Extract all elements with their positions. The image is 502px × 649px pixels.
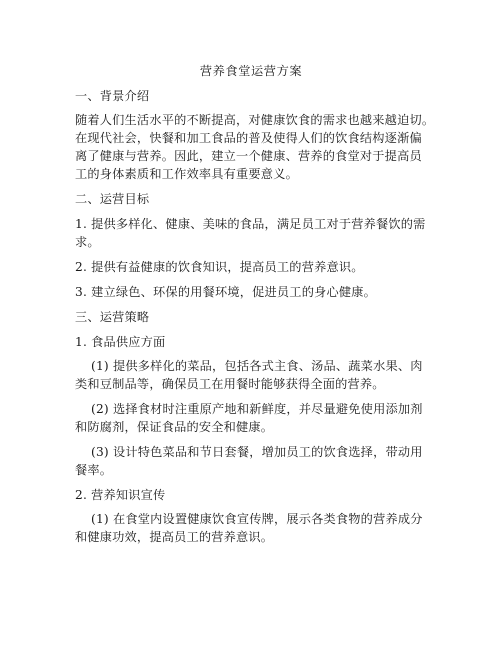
paragraph-line: 离了健康与营养。因此，建立一个健康、营养的食堂对于提高员 (75, 149, 422, 163)
paragraph-line: 工的身体素质和工作效率具有重要意义。 (75, 167, 298, 181)
subheading-food-supply: 1. 食品供应方面 (75, 335, 166, 349)
list-item-line: 类和豆制品等，确保员工在用餐时能够获得全面的营养。 (75, 377, 385, 391)
paragraph-line: 随着人们生活水平的不断提高，对健康饮食的需求也越来越迫切。 (75, 113, 435, 127)
list-item-line: 1. 提供多样化、健康、美味的食品，满足员工对于营养餐饮的需 (75, 217, 426, 231)
list-item-line: 2. 提供有益健康的饮食知识，提高员工的营养意识。 (75, 260, 364, 274)
list-item-line: (2) 选择食材时注重原产地和新鲜度，并尽量避免使用添加剂 (91, 402, 423, 416)
list-item-line: 和防腐剂，保证食品的安全和健康。 (75, 420, 274, 434)
list-item-line: (1) 在食堂内设置健康饮食宣传牌，展示各类食物的营养成分 (91, 512, 423, 526)
list-item-line: 求。 (75, 235, 100, 249)
list-item-line: (1) 提供多样化的菜品，包括各式主食、汤品、蔬菜水果、肉 (91, 359, 423, 373)
list-item-line: 3. 建立绿色、环保的用餐环境，促进员工的身心健康。 (75, 285, 377, 299)
section-heading-goals: 二、运营目标 (75, 192, 150, 206)
section-heading-background: 一、背景介绍 (75, 89, 150, 103)
document-title: 营养食堂运营方案 (199, 64, 303, 78)
section-heading-strategy: 三、运营策略 (75, 310, 150, 324)
list-item-line: 餐率。 (75, 463, 113, 477)
list-item-line: (3) 设计特色菜品和节日套餐，增加员工的饮食选择，带动用 (91, 445, 423, 459)
paragraph-line: 在现代社会，快餐和加工食品的普及使得人们的饮食结构逐渐偏 (75, 131, 422, 145)
list-item-line: 和健康功效，提高员工的营养意识。 (75, 530, 274, 544)
subheading-nutrition-promotion: 2. 营养知识宣传 (75, 488, 166, 502)
